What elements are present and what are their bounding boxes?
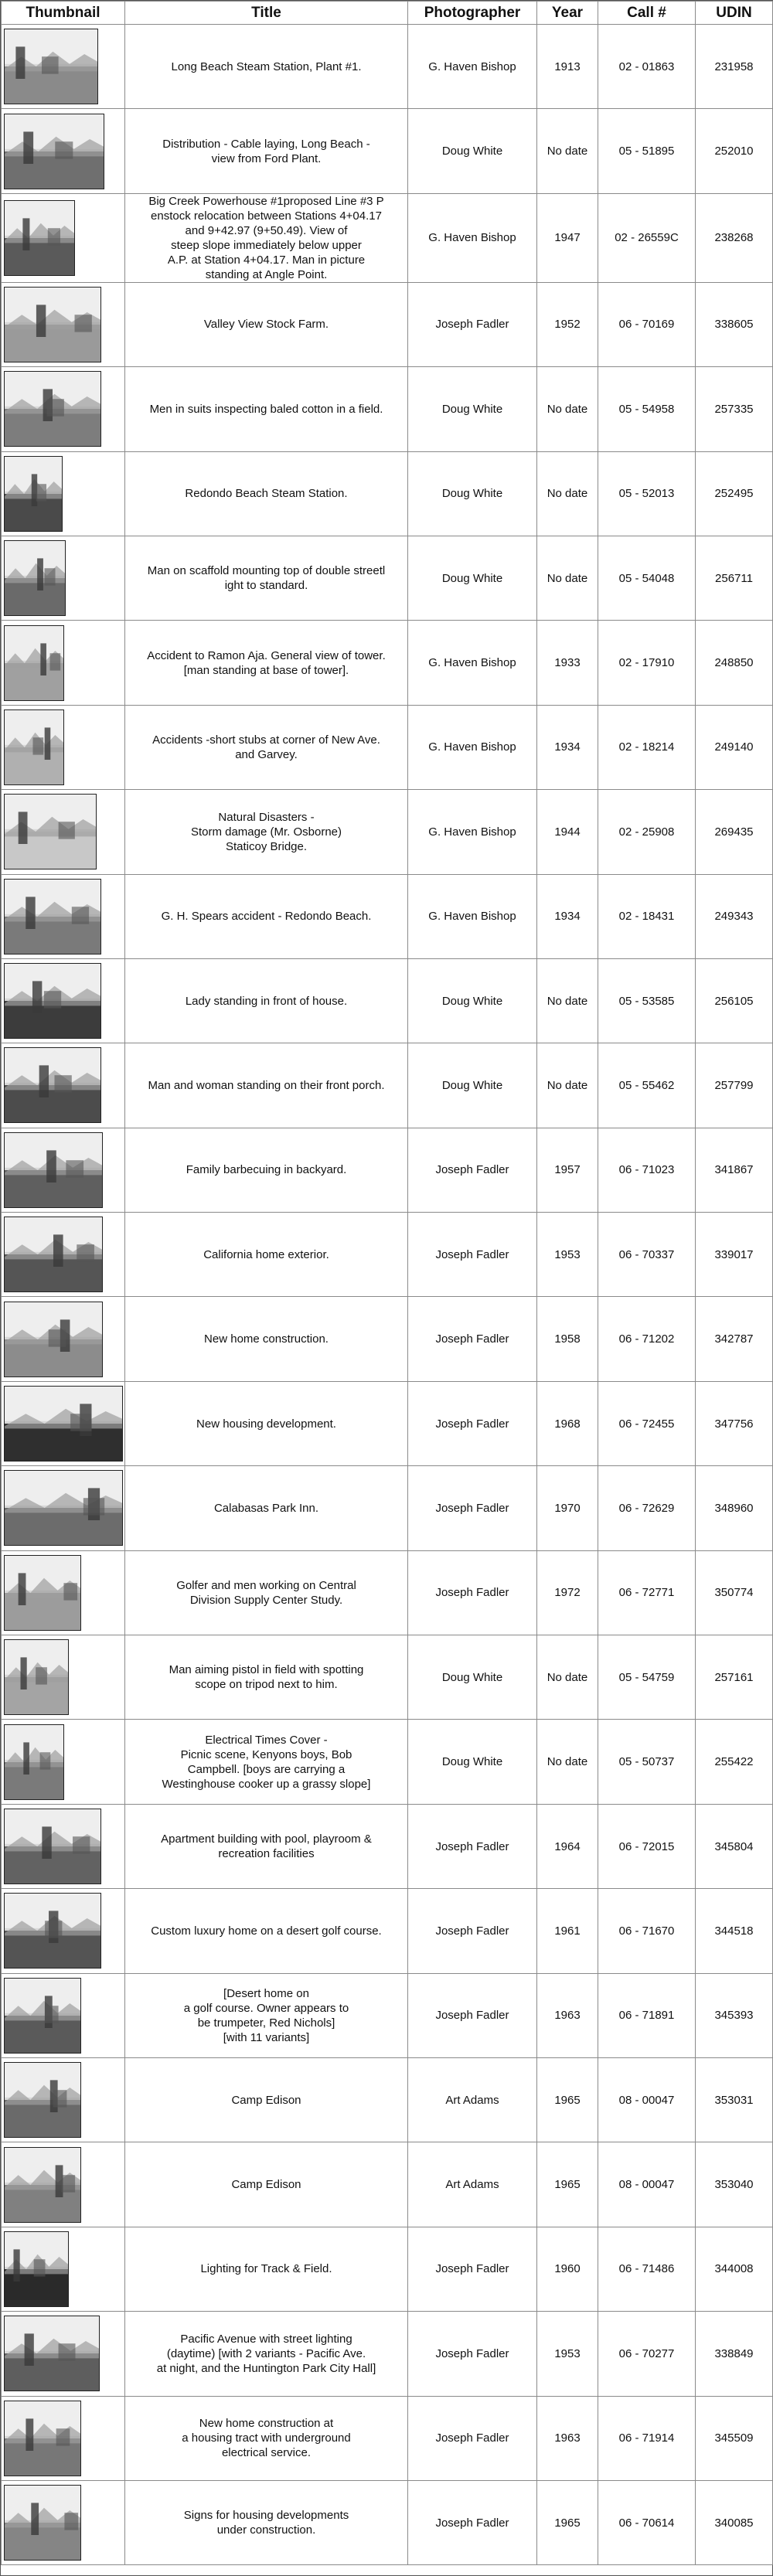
street-corner-photo-icon[interactable] [4, 710, 64, 785]
table-row[interactable] [2, 1720, 773, 1804]
thumbnail-cell[interactable] [2, 874, 125, 958]
year-cell: 1965 [537, 2480, 598, 2564]
column-header-photographer[interactable]: Photographer [408, 2, 537, 25]
thumbnail-cell[interactable] [2, 2396, 125, 2480]
hills-photo-icon[interactable] [4, 1470, 123, 1546]
call-number-cell: 06 - 71023 [598, 1128, 696, 1212]
photographer-cell: Doug White [408, 958, 537, 1043]
call-number-cell: 02 - 18431 [598, 874, 696, 958]
thumbnail-cell[interactable] [2, 451, 125, 536]
thumbnail-cell[interactable] [2, 958, 125, 1043]
photographer-cell: Doug White [408, 536, 537, 620]
call-number-cell: 06 - 72629 [598, 1466, 696, 1550]
call-number-cell: 05 - 55462 [598, 1043, 696, 1128]
call-number-cell: 02 - 26559C [598, 193, 696, 282]
patio-photo-icon[interactable] [4, 1893, 101, 1969]
call-number-cell: 05 - 54759 [598, 1635, 696, 1720]
thumbnail-cell[interactable] [2, 1381, 125, 1465]
udin-cell: 231958 [696, 25, 773, 109]
table-row[interactable] [2, 1889, 773, 1973]
house-photo-icon[interactable] [4, 963, 101, 1039]
year-cell: No date [537, 1043, 598, 1128]
table-row[interactable] [2, 705, 773, 789]
title-cell: New home construction. [125, 1297, 408, 1381]
table-header-row [2, 2, 773, 25]
photographer-cell: Joseph Fadler [408, 2312, 537, 2396]
year-cell: 1953 [537, 2312, 598, 2396]
thumbnail-cell[interactable] [2, 1550, 125, 1635]
golf-photo-icon[interactable] [4, 1555, 81, 1631]
call-number-cell: 06 - 70614 [598, 2480, 696, 2564]
title-cell: Man aiming pistol in field with spotting scope on tripod next to him. [125, 1635, 408, 1720]
year-cell: 1965 [537, 2057, 598, 2142]
table-row[interactable] [2, 874, 773, 958]
thumbnail-cell[interactable] [2, 1297, 125, 1381]
table-row[interactable] [2, 1973, 773, 2057]
title-cell: Valley View Stock Farm. [125, 282, 408, 366]
station-photo-icon[interactable] [4, 456, 63, 532]
title-cell: New housing development. [125, 1381, 408, 1465]
year-cell: 1970 [537, 1466, 598, 1550]
call-number-cell: 06 - 72771 [598, 1550, 696, 1635]
pipeline-photo-icon[interactable] [4, 200, 75, 276]
desert-home-photo-icon[interactable] [4, 1978, 81, 2054]
title-cell: Pacific Avenue with street lighting (daytime) [with 2 variants - Pacific Ave. at night, and the Huntington Park City Hall] [125, 2312, 408, 2396]
photographer-cell: Joseph Fadler [408, 1466, 537, 1550]
call-number-cell: 02 - 25908 [598, 790, 696, 874]
year-cell: No date [537, 109, 598, 193]
column-header-year[interactable]: Year [537, 2, 598, 25]
photographer-cell: Joseph Fadler [408, 1550, 537, 1635]
field-crowd-photo-icon[interactable] [4, 371, 101, 447]
table-row[interactable] [2, 536, 773, 620]
photographer-cell: Doug White [408, 1635, 537, 1720]
title-cell: Natural Disasters - Storm damage (Mr. Osborne) Staticoy Bridge. [125, 790, 408, 874]
call-number-cell: 05 - 50737 [598, 1720, 696, 1804]
thumbnail-cell[interactable] [2, 2142, 125, 2227]
title-cell: Lady standing in front of house. [125, 958, 408, 1043]
year-cell: 1952 [537, 282, 598, 366]
photographer-cell: Doug White [408, 451, 537, 536]
photographer-cell: Joseph Fadler [408, 282, 537, 366]
udin-cell: 248850 [696, 621, 773, 705]
photographer-cell: Doug White [408, 367, 537, 451]
call-number-cell: 02 - 17910 [598, 621, 696, 705]
construction-photo-icon[interactable] [4, 2401, 81, 2476]
table-row[interactable] [2, 109, 773, 193]
udin-cell: 249140 [696, 705, 773, 789]
call-number-cell: 08 - 00047 [598, 2142, 696, 2227]
title-cell: Apartment building with pool, playroom & recreation facilities [125, 1804, 408, 1888]
call-number-cell: 05 - 51895 [598, 109, 696, 193]
photographer-cell: Doug White [408, 1043, 537, 1128]
picnic-photo-icon[interactable] [4, 1724, 64, 1800]
house-photo-icon[interactable] [4, 1047, 101, 1123]
call-number-cell: 06 - 71891 [598, 1973, 696, 2057]
udin-cell: 252010 [696, 109, 773, 193]
thumbnail-cell[interactable] [2, 109, 125, 193]
udin-cell: 338605 [696, 282, 773, 366]
thumbnail-cell[interactable] [2, 2227, 125, 2311]
call-number-cell: 05 - 52013 [598, 451, 696, 536]
udin-cell: 345509 [696, 2396, 773, 2480]
construction-photo-icon[interactable] [4, 1302, 103, 1377]
thumbnail-cell[interactable] [2, 25, 125, 109]
call-number-cell: 06 - 72455 [598, 1381, 696, 1465]
night-track-photo-icon[interactable] [4, 2231, 69, 2307]
title-cell: G. H. Spears accident - Redondo Beach. [125, 874, 408, 958]
udin-cell: 269435 [696, 790, 773, 874]
table-row[interactable] [2, 1297, 773, 1381]
thumbnail-cell[interactable] [2, 1128, 125, 1212]
title-cell: Signs for housing developments under construction. [125, 2480, 408, 2564]
table-row[interactable] [2, 2312, 773, 2396]
title-cell: Accident to Ramon Aja. General view of tower. [man standing at base of tower]. [125, 621, 408, 705]
table-row[interactable] [2, 1128, 773, 1212]
photographer-cell: Art Adams [408, 2057, 537, 2142]
year-cell: 1965 [537, 2142, 598, 2227]
signs-photo-icon[interactable] [4, 2485, 81, 2561]
udin-cell: 257335 [696, 367, 773, 451]
udin-cell: 252495 [696, 451, 773, 536]
year-cell: 1957 [537, 1128, 598, 1212]
udin-cell: 256105 [696, 958, 773, 1043]
year-cell: 1953 [537, 1213, 598, 1297]
photographer-cell: G. Haven Bishop [408, 193, 537, 282]
forest-photo-icon[interactable] [4, 2147, 81, 2223]
call-number-cell: 06 - 70169 [598, 282, 696, 366]
thumbnail-cell[interactable] [2, 282, 125, 366]
title-cell: Big Creek Powerhouse #1proposed Line #3 P enstock relocation between Stations 4+04.17 and 9+42.97 (9+50.49). View of steep slope immediately below upper A.P. at Station 4+04.17. Man in picture standing at Angle Point. [125, 193, 408, 282]
table-row[interactable] [2, 1550, 773, 1635]
title-cell: Long Beach Steam Station, Plant #1. [125, 25, 408, 109]
thumbnail-cell[interactable] [2, 2057, 125, 2142]
year-cell: 1972 [537, 1550, 598, 1635]
street-photo-icon[interactable] [4, 2316, 100, 2391]
photographer-cell: Art Adams [408, 2142, 537, 2227]
table-row[interactable] [2, 1804, 773, 1888]
thumbnail-cell[interactable] [2, 367, 125, 451]
udin-cell: 345804 [696, 1804, 773, 1888]
column-header-thumbnail[interactable]: Thumbnail [2, 2, 125, 25]
road-photo-icon[interactable] [4, 879, 101, 955]
udin-cell: 353031 [696, 2057, 773, 2142]
tower-photo-icon[interactable] [4, 625, 64, 701]
title-cell: Camp Edison [125, 2057, 408, 2142]
call-number-cell: 06 - 71914 [598, 2396, 696, 2480]
udin-cell: 255422 [696, 1720, 773, 1804]
year-cell: No date [537, 367, 598, 451]
title-cell: Lighting for Track & Field. [125, 2227, 408, 2311]
photographer-cell: Doug White [408, 1720, 537, 1804]
industrial-plant-photo-icon[interactable] [4, 29, 98, 104]
pool-photo-icon[interactable] [4, 1809, 101, 1884]
thumbnail-cell[interactable] [2, 2480, 125, 2564]
photo-board-icon[interactable] [4, 794, 97, 869]
call-number-cell: 06 - 72015 [598, 1804, 696, 1888]
harbor-photo-icon[interactable] [4, 114, 104, 189]
photographer-cell: Joseph Fadler [408, 1213, 537, 1297]
title-cell: Electrical Times Cover - Picnic scene, Kenyons boys, Bob Campbell. [boys are carrying a Westinghouse cooker up a grassy slope] [125, 1720, 408, 1804]
title-cell: Custom luxury home on a desert golf course. [125, 1889, 408, 1973]
call-number-cell: 06 - 70277 [598, 2312, 696, 2396]
column-header-call-number[interactable]: Call # [598, 2, 696, 25]
table-row[interactable] [2, 621, 773, 705]
thumbnail-cell[interactable] [2, 621, 125, 705]
call-number-cell: 06 - 71202 [598, 1297, 696, 1381]
year-cell: 1934 [537, 705, 598, 789]
column-header-title[interactable]: Title [125, 2, 408, 25]
field-photo-icon[interactable] [4, 1639, 69, 1715]
title-cell: Accidents -short stubs at corner of New Ave. and Garvey. [125, 705, 408, 789]
udin-cell: 257161 [696, 1635, 773, 1720]
thumbnail-cell[interactable] [2, 193, 125, 282]
title-cell: Camp Edison [125, 2142, 408, 2227]
udin-cell: 249343 [696, 874, 773, 958]
table-row[interactable] [2, 451, 773, 536]
table-row[interactable] [2, 193, 773, 282]
photographer-cell: G. Haven Bishop [408, 621, 537, 705]
thumbnail-cell[interactable] [2, 1466, 125, 1550]
thumbnail-cell[interactable] [2, 1804, 125, 1888]
photographer-cell: Joseph Fadler [408, 1297, 537, 1381]
table-row[interactable] [2, 2480, 773, 2564]
year-cell: 1968 [537, 1381, 598, 1465]
title-cell: Golfer and men working on Central Division Supply Center Study. [125, 1550, 408, 1635]
udin-cell: 238268 [696, 193, 773, 282]
year-cell: 1958 [537, 1297, 598, 1381]
call-number-cell: 05 - 54958 [598, 367, 696, 451]
photographer-cell: Joseph Fadler [408, 1973, 537, 2057]
photographer-cell: G. Haven Bishop [408, 25, 537, 109]
table-row[interactable] [2, 2057, 773, 2142]
year-cell: No date [537, 1635, 598, 1720]
table-row[interactable] [2, 1043, 773, 1128]
udin-cell: 348960 [696, 1466, 773, 1550]
year-cell: No date [537, 536, 598, 620]
year-cell: 1964 [537, 1804, 598, 1888]
thumbnail-cell[interactable] [2, 1043, 125, 1128]
call-number-cell: 05 - 53585 [598, 958, 696, 1043]
udin-cell: 350774 [696, 1550, 773, 1635]
thumbnail-cell[interactable] [2, 1973, 125, 2057]
thumbnail-cell[interactable] [2, 1635, 125, 1720]
photographer-cell: Joseph Fadler [408, 2480, 537, 2564]
call-number-cell: 08 - 00047 [598, 2057, 696, 2142]
call-number-cell: 02 - 01863 [598, 25, 696, 109]
photographer-cell: Joseph Fadler [408, 1381, 537, 1465]
photographer-cell: Joseph Fadler [408, 2396, 537, 2480]
udin-cell: 340085 [696, 2480, 773, 2564]
title-cell: Redondo Beach Steam Station. [125, 451, 408, 536]
thumbnail-cell[interactable] [2, 536, 125, 620]
table-row[interactable] [2, 367, 773, 451]
udin-cell: 344008 [696, 2227, 773, 2311]
photographer-cell: G. Haven Bishop [408, 790, 537, 874]
table-row[interactable] [2, 958, 773, 1043]
call-number-cell: 05 - 54048 [598, 536, 696, 620]
house-photo-icon[interactable] [4, 1217, 103, 1292]
photographer-cell: G. Haven Bishop [408, 705, 537, 789]
thumbnail-cell[interactable] [2, 705, 125, 789]
udin-cell: 341867 [696, 1128, 773, 1212]
year-cell: 1933 [537, 621, 598, 705]
title-cell: Men in suits inspecting baled cotton in a field. [125, 367, 408, 451]
udin-cell: 353040 [696, 2142, 773, 2227]
year-cell: 1963 [537, 1973, 598, 2057]
year-cell: 1960 [537, 2227, 598, 2311]
photographer-cell: Joseph Fadler [408, 2227, 537, 2311]
udin-cell: 339017 [696, 1213, 773, 1297]
title-cell: Distribution - Cable laying, Long Beach - view from Ford Plant. [125, 109, 408, 193]
udin-cell: 345393 [696, 1973, 773, 2057]
field-photo-icon[interactable] [4, 287, 101, 362]
photographer-cell: G. Haven Bishop [408, 874, 537, 958]
udin-cell: 257799 [696, 1043, 773, 1128]
table-row[interactable] [2, 1635, 773, 1720]
photographer-cell: Doug White [408, 109, 537, 193]
title-cell: [Desert home on a golf course. Owner appears to be trumpeter, Red Nichols] [with 11 variants] [125, 1973, 408, 2057]
photographer-cell: Joseph Fadler [408, 1804, 537, 1888]
udin-cell: 342787 [696, 1297, 773, 1381]
table-row[interactable] [2, 1381, 773, 1465]
call-number-cell: 06 - 71486 [598, 2227, 696, 2311]
call-number-cell: 02 - 18214 [598, 705, 696, 789]
people-outdoors-photo-icon[interactable] [4, 1386, 123, 1462]
year-cell: 1934 [537, 874, 598, 958]
year-cell: 1961 [537, 1889, 598, 1973]
title-cell: California home exterior. [125, 1213, 408, 1297]
udin-cell: 256711 [696, 536, 773, 620]
udin-cell: 338849 [696, 2312, 773, 2396]
thumbnail-cell[interactable] [2, 790, 125, 874]
thumbnail-cell[interactable] [2, 1720, 125, 1804]
year-cell: 1947 [537, 193, 598, 282]
table-row[interactable] [2, 2227, 773, 2311]
title-cell: Family barbecuing in backyard. [125, 1128, 408, 1212]
photo-catalog-table [1, 1, 773, 2565]
photographer-cell: Joseph Fadler [408, 1889, 537, 1973]
udin-cell: 344518 [696, 1889, 773, 1973]
udin-cell: 347756 [696, 1381, 773, 1465]
streetlight-photo-icon[interactable] [4, 540, 66, 616]
table-row[interactable] [2, 282, 773, 366]
table-row[interactable] [2, 1213, 773, 1297]
year-cell: 1913 [537, 25, 598, 109]
title-cell: Man on scaffold mounting top of double streetl ight to standard. [125, 536, 408, 620]
column-header-udin[interactable]: UDIN [696, 2, 773, 25]
table-row[interactable] [2, 1466, 773, 1550]
call-number-cell: 06 - 70337 [598, 1213, 696, 1297]
year-cell: No date [537, 1720, 598, 1804]
year-cell: No date [537, 451, 598, 536]
title-cell: New home construction at a housing tract with underground electrical service. [125, 2396, 408, 2480]
backyard-photo-icon[interactable] [4, 1132, 103, 1208]
year-cell: 1963 [537, 2396, 598, 2480]
table-row[interactable] [2, 2396, 773, 2480]
table-row[interactable] [2, 25, 773, 109]
thumbnail-cell[interactable] [2, 2312, 125, 2396]
year-cell: No date [537, 958, 598, 1043]
thumbnail-cell[interactable] [2, 1889, 125, 1973]
thumbnail-cell[interactable] [2, 1213, 125, 1297]
photographer-cell: Joseph Fadler [408, 1128, 537, 1212]
title-cell: Man and woman standing on their front porch. [125, 1043, 408, 1128]
title-cell: Calabasas Park Inn. [125, 1466, 408, 1550]
forest-photo-icon[interactable] [4, 2062, 81, 2138]
table-row[interactable] [2, 2142, 773, 2227]
table-row[interactable] [2, 790, 773, 874]
call-number-cell: 06 - 71670 [598, 1889, 696, 1973]
year-cell: 1944 [537, 790, 598, 874]
